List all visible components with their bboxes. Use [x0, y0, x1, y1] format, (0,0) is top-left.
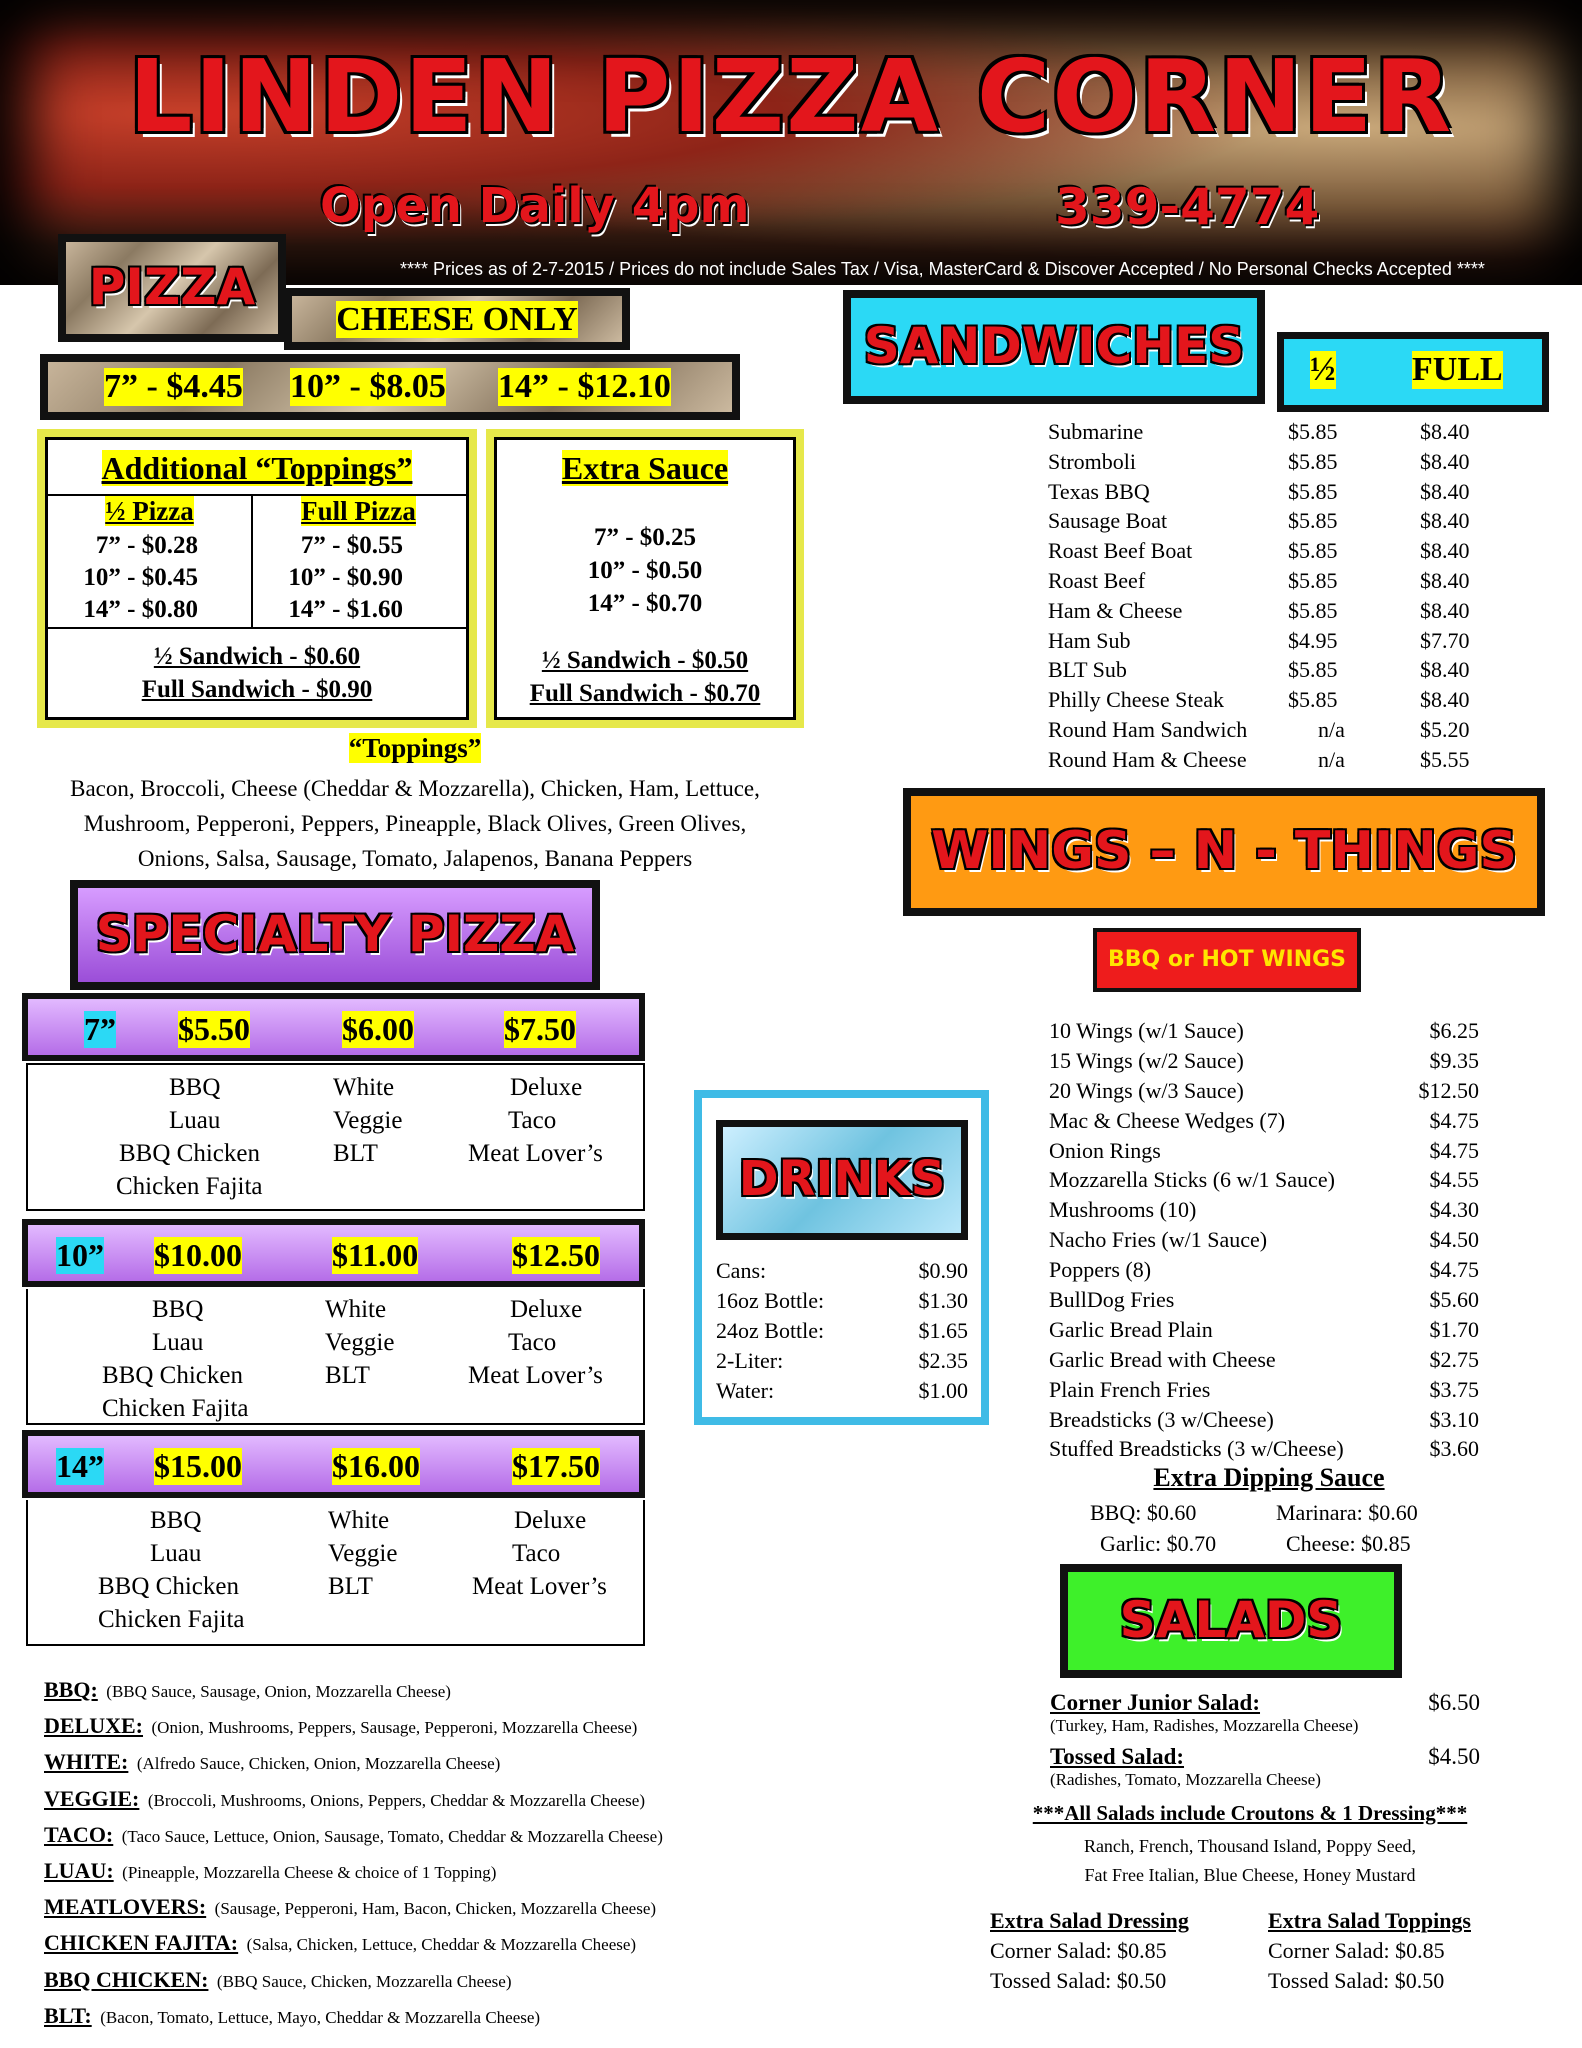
wing-price: $4.75 — [1429, 1257, 1479, 1283]
sandwich-row — [1048, 477, 1470, 507]
restaurant-name: LINDEN PIZZA CORNER — [128, 38, 1454, 155]
extra-dressing-title: Extra Salad Dressing — [990, 1908, 1189, 1933]
phone-number[interactable]: 339-4774 — [1055, 178, 1320, 236]
salad-desc: (Radishes, Tomato, Mozzarella Cheese) — [1050, 1770, 1321, 1789]
wing-price: $6.25 — [1429, 1018, 1479, 1043]
legend-desc: (Broccoli, Mushrooms, Onions, Peppers, Cheddar & Mozzarella Cheese) — [147, 1790, 645, 1810]
specialty-name: Veggie — [325, 1329, 395, 1356]
half-topping-price: 14” - $0.80 — [83, 596, 198, 623]
specialty-price: $11.00 — [332, 1237, 419, 1273]
specialty-name: Taco — [512, 1540, 561, 1567]
wing-name: Poppers (8) — [1049, 1257, 1152, 1283]
legend-name: WHITE: — [44, 1749, 129, 1775]
dipping-item: BBQ: $0.60 — [1090, 1500, 1197, 1525]
legend-name: CHICKEN FAJITA: — [44, 1930, 239, 1956]
sandwich-full-price: $8.40 — [1420, 687, 1470, 713]
wing-name: Breadsticks (3 w/Cheese) — [1049, 1406, 1274, 1432]
drink-name: Water: — [716, 1378, 775, 1403]
sandwich-row — [1048, 596, 1470, 626]
wing-price: $3.10 — [1429, 1406, 1479, 1432]
legend-item — [44, 1999, 663, 2035]
wing-row — [1049, 1285, 1479, 1315]
legend-desc: (Sausage, Pepperoni, Ham, Bacon, Chicken, Mozzarella Cheese) — [214, 1899, 657, 1919]
extra-dressing-item: Tossed Salad: $0.50 — [990, 1968, 1167, 1993]
size-7-price: 7” - $4.45 — [104, 368, 243, 405]
legend-name: BBQ CHICKEN: — [44, 1966, 209, 1992]
sandwich-name: Stromboli — [1048, 448, 1137, 474]
wing-row — [1049, 1375, 1479, 1405]
sandwich-name: Roast Beef Boat — [1048, 538, 1193, 564]
salads-title: SALADS — [1119, 1591, 1343, 1649]
sandwich-half-price: $4.95 — [1288, 627, 1338, 653]
sandwich-name: BLT Sub — [1048, 657, 1127, 683]
specialty-name: White — [333, 1074, 395, 1101]
drink-row — [716, 1286, 968, 1316]
specialty-size: 14” — [56, 1448, 104, 1484]
specialty-name: Taco — [508, 1329, 557, 1356]
wing-row — [1049, 1136, 1479, 1166]
extra-sauce-title: Extra Sauce — [561, 450, 729, 486]
specialty-name: Chicken Fajita — [98, 1606, 245, 1633]
specialty-price: $7.50 — [504, 1011, 576, 1047]
sandwich-row — [1048, 745, 1470, 775]
sandwich-name: Philly Cheese Steak — [1048, 687, 1224, 713]
full-topping-price: 14” - $1.60 — [288, 596, 403, 623]
wing-name: Mushrooms (10) — [1049, 1197, 1197, 1223]
wing-name: 15 Wings (w/2 Sauce) — [1049, 1047, 1244, 1073]
wing-price: $3.60 — [1429, 1436, 1479, 1462]
legend-item — [44, 1926, 663, 1962]
cheese-only-panel — [284, 288, 630, 350]
extra-toppings-item: Tossed Salad: $0.50 — [1268, 1968, 1445, 1993]
specialty-name: Deluxe — [510, 1074, 583, 1101]
wing-name: Stuffed Breadsticks (3 w/Cheese) — [1049, 1436, 1344, 1462]
pizza-title: PIZZA — [88, 258, 256, 316]
drink-name: 16oz Bottle: — [716, 1288, 825, 1313]
wing-name: BullDog Fries — [1049, 1287, 1175, 1313]
sandwich-row — [1048, 685, 1470, 715]
dipping-item: Garlic: $0.70 — [1100, 1531, 1217, 1556]
specialty-name: Veggie — [333, 1107, 403, 1134]
legend-desc: (BBQ Sauce, Chicken, Mozzarella Cheese) — [216, 1971, 512, 1991]
wing-name: Onion Rings — [1049, 1137, 1161, 1163]
specialty-name: Deluxe — [510, 1296, 583, 1323]
salad-name: Tossed Salad: — [1050, 1744, 1185, 1769]
legend-item — [44, 1782, 663, 1818]
sandwich-full-price: $5.20 — [1420, 716, 1470, 742]
extra-toppings-title: Extra Salad Toppings — [1268, 1908, 1471, 1933]
sandwich-full-price: $8.40 — [1420, 478, 1470, 504]
sandwich-half-label: ½ — [1310, 351, 1336, 388]
sandwich-half-price: $5.85 — [1288, 657, 1338, 683]
wing-price: $3.75 — [1429, 1376, 1479, 1402]
half-sandwich-topping: ½ Sandwich - $0.60 — [153, 643, 361, 670]
specialty-name: BLT — [325, 1362, 370, 1389]
sandwich-row — [1048, 417, 1470, 447]
sandwich-name: Sausage Boat — [1048, 508, 1168, 534]
legend-desc: (Pineapple, Mozzarella Cheese & choice of 1 Topping) — [122, 1863, 497, 1883]
legend-name: BLT: — [44, 2002, 92, 2028]
wing-name: 20 Wings (w/3 Sauce) — [1049, 1077, 1244, 1103]
wings-title-panel — [903, 788, 1545, 916]
salad-note: ***All Salads include Croutons & 1 Dressing*** — [1032, 1801, 1468, 1825]
legend-item — [44, 1890, 663, 1926]
sandwiches-title-panel — [843, 290, 1265, 404]
additional-toppings-title: Additional “Toppings” — [101, 450, 413, 486]
toppings-line: Onions, Salsa, Sausage, Tomato, Jalapenos, Banana Peppers — [137, 846, 693, 871]
specialty-title: SPECIALTY PIZZA — [95, 905, 575, 963]
specialty-price: $15.00 — [154, 1448, 242, 1484]
specialty-price: $12.50 — [512, 1237, 600, 1273]
full-topping-price: 7” - $0.55 — [300, 532, 403, 559]
specialty-name: BBQ Chicken — [98, 1573, 239, 1600]
sandwich-name: Texas BBQ — [1048, 478, 1150, 504]
wings-subtitle-panel — [1093, 928, 1361, 992]
drinks-title-panel — [716, 1120, 968, 1240]
sandwich-half-price: $5.85 — [1288, 448, 1338, 474]
toppings-line: Bacon, Broccoli, Cheese (Cheddar & Mozzarella), Chicken, Ham, Lettuce, — [70, 776, 760, 801]
salad-name: Corner Junior Salad: — [1050, 1690, 1261, 1715]
drink-price: $1.00 — [918, 1378, 968, 1403]
sandwich-half-price: $5.85 — [1288, 687, 1338, 713]
toppings-list — [0, 771, 830, 876]
specialty-price: $16.00 — [332, 1448, 420, 1484]
specialty-price: $10.00 — [154, 1237, 242, 1273]
wing-price: $4.75 — [1429, 1137, 1479, 1163]
sandwich-half-price: $5.85 — [1288, 508, 1338, 534]
drink-price: $2.35 — [918, 1348, 968, 1373]
specialty-size: 10” — [56, 1237, 104, 1273]
specialty-name: BBQ — [152, 1296, 204, 1323]
specialty-name: Meat Lover’s — [468, 1362, 603, 1389]
specialty-price: $6.00 — [342, 1011, 414, 1047]
extra-salad-dressing — [990, 1906, 1189, 1996]
sandwich-full-price: $8.40 — [1420, 448, 1470, 474]
extra-sauce-price: 14” - $0.70 — [587, 590, 703, 617]
sandwich-name: Roast Beef — [1048, 567, 1146, 593]
legend-name: BBQ: — [44, 1677, 98, 1702]
specialty-name: White — [325, 1296, 387, 1323]
size-14-price: 14” - $12.10 — [498, 368, 671, 405]
drink-name: 2-Liter: — [716, 1348, 784, 1373]
wing-row — [1049, 1405, 1479, 1435]
specialty-name: Luau — [169, 1107, 221, 1134]
wing-price: $2.75 — [1429, 1346, 1479, 1372]
specialty-name: Chicken Fajita — [102, 1395, 249, 1422]
legend-desc: (Alfredo Sauce, Chicken, Onion, Mozzarella Cheese) — [136, 1754, 501, 1774]
legend-item — [44, 1963, 663, 1999]
salad-list — [1050, 1690, 1480, 1796]
legend-name: DELUXE: — [44, 1713, 144, 1739]
sandwich-full-label: FULL — [1412, 351, 1503, 388]
specialty-size-bar — [22, 1430, 645, 1498]
open-hours: Open Daily 4pm — [320, 178, 750, 234]
salads-title-panel — [1060, 1564, 1402, 1678]
specialty-name: BBQ — [150, 1507, 202, 1534]
extra-toppings-item: Corner Salad: $0.85 — [1268, 1938, 1445, 1963]
extra-sauce-box — [494, 437, 796, 720]
drink-row — [716, 1256, 968, 1286]
sandwich-name: Ham & Cheese — [1048, 597, 1183, 623]
wing-row — [1049, 1106, 1479, 1136]
sandwich-full-price: $7.70 — [1420, 627, 1470, 653]
wing-price: $5.60 — [1429, 1287, 1479, 1313]
extra-dressing-item: Corner Salad: $0.85 — [990, 1938, 1167, 1963]
wing-row — [1049, 1434, 1479, 1464]
drink-row — [716, 1346, 968, 1376]
salad-dressings — [930, 1832, 1570, 1890]
pizza-title-panel — [58, 234, 286, 342]
wing-name: Garlic Bread Plain — [1049, 1316, 1213, 1342]
cheese-only-label: CHEESE ONLY — [336, 301, 578, 338]
drinks-title: DRINKS — [738, 1151, 946, 1207]
sandwich-row — [1048, 715, 1470, 745]
sandwich-row — [1048, 536, 1470, 566]
legend-name: TACO: — [44, 1821, 114, 1847]
half-sandwich-sauce: ½ Sandwich - $0.50 — [541, 647, 749, 674]
specialty-size-bar — [22, 993, 645, 1061]
specialty-name: BBQ Chicken — [102, 1362, 243, 1389]
wing-name: Nacho Fries (w/1 Sauce) — [1049, 1227, 1268, 1253]
specialty-size: 7” — [84, 1011, 116, 1047]
extra-sauce-price: 7” - $0.25 — [593, 524, 697, 551]
specialty-name: Luau — [150, 1540, 202, 1567]
specialty-name: Deluxe — [514, 1507, 587, 1534]
specialty-name: Veggie — [328, 1540, 398, 1567]
extra-salad-toppings — [1268, 1906, 1471, 1996]
specialty-name: Meat Lover’s — [472, 1573, 607, 1600]
sandwich-row — [1048, 655, 1470, 685]
sandwich-half-price: n/a — [1318, 746, 1345, 772]
sandwich-half-price: $5.85 — [1288, 538, 1338, 564]
specialty-name: Chicken Fajita — [116, 1173, 263, 1200]
sandwich-half-price: $5.85 — [1288, 478, 1338, 504]
sandwich-size-header — [1277, 332, 1549, 412]
dressing-line: Ranch, French, Thousand Island, Poppy Seed, — [1083, 1836, 1417, 1856]
legend-desc: (Taco Sauce, Lettuce, Onion, Sausage, Tomato, Cheddar & Mozzarella Cheese) — [121, 1826, 663, 1846]
wing-price: $9.35 — [1429, 1047, 1479, 1073]
sandwich-half-price: $5.85 — [1288, 567, 1338, 593]
salad-price: $4.50 — [1428, 1744, 1480, 1769]
sandwich-full-price: $8.40 — [1420, 508, 1470, 534]
drink-row — [716, 1316, 968, 1346]
wing-row — [1049, 1255, 1479, 1285]
wing-price: $4.30 — [1429, 1197, 1479, 1223]
wing-row — [1049, 1345, 1479, 1375]
sandwich-full-price: $8.40 — [1420, 419, 1470, 444]
drink-price: $0.90 — [918, 1258, 968, 1283]
wing-price: $4.50 — [1429, 1227, 1479, 1253]
sandwich-list — [1048, 417, 1470, 775]
specialty-name: Meat Lover’s — [468, 1140, 603, 1167]
toppings-heading: “Toppings” — [348, 733, 482, 763]
specialty-grid — [26, 1500, 645, 1646]
wing-row — [1049, 1225, 1479, 1255]
drink-row — [716, 1376, 968, 1406]
sandwich-name: Submarine — [1048, 419, 1144, 444]
wings-subtitle: BBQ or HOT WINGS — [1107, 947, 1347, 972]
sandwich-name: Round Ham & Cheese — [1048, 746, 1247, 772]
legend-item — [44, 1709, 663, 1745]
wing-name: Plain French Fries — [1049, 1376, 1211, 1402]
dipping-item: Marinara: $0.60 — [1276, 1500, 1418, 1525]
wing-price: $1.70 — [1429, 1316, 1479, 1342]
full-sandwich-sauce: Full Sandwich - $0.70 — [529, 680, 761, 707]
wing-name: Mozzarella Sticks (6 w/1 Sauce) — [1049, 1167, 1335, 1193]
legend-desc: (BBQ Sauce, Sausage, Onion, Mozzarella Cheese) — [106, 1682, 451, 1701]
specialty-name: BLT — [333, 1140, 378, 1167]
additional-toppings-box — [45, 437, 469, 720]
drink-name: Cans: — [716, 1258, 767, 1283]
legend-item — [44, 1673, 663, 1709]
sandwich-half-price: n/a — [1318, 716, 1345, 742]
sandwich-row — [1048, 566, 1470, 596]
sandwich-full-price: $8.40 — [1420, 657, 1470, 683]
sandwich-name: Round Ham Sandwich — [1048, 716, 1248, 742]
specialty-name: BBQ — [169, 1074, 221, 1101]
sandwich-half-price: $5.85 — [1288, 419, 1338, 444]
dipping-title: Extra Dipping Sauce — [1153, 1463, 1385, 1492]
wing-price: $12.50 — [1418, 1077, 1479, 1103]
wing-name: Mac & Cheese Wedges (7) — [1049, 1107, 1286, 1133]
specialty-size-bar — [22, 1219, 645, 1287]
specialty-legend — [44, 1673, 663, 2035]
half-pizza-label: ½ Pizza — [105, 496, 194, 526]
dipping-item: Cheese: $0.85 — [1286, 1531, 1411, 1556]
specialty-name: BLT — [328, 1573, 373, 1600]
salad-desc: (Turkey, Ham, Radishes, Mozzarella Cheese) — [1050, 1716, 1359, 1735]
wing-row — [1049, 1315, 1479, 1345]
cheese-sizes-panel — [40, 354, 740, 420]
legend-item — [44, 1818, 663, 1854]
wing-row — [1049, 1165, 1479, 1195]
drink-price: $1.65 — [918, 1318, 968, 1343]
specialty-name: BBQ Chicken — [119, 1140, 260, 1167]
drink-name: 24oz Bottle: — [716, 1318, 825, 1343]
size-10-price: 10” - $8.05 — [290, 368, 446, 405]
legend-item — [44, 1745, 663, 1781]
wings-list — [1049, 1016, 1479, 1464]
wing-row — [1049, 1046, 1479, 1076]
legend-name: VEGGIE: — [44, 1785, 140, 1811]
specialty-grid — [26, 1063, 645, 1211]
sandwich-half-price: $5.85 — [1288, 597, 1338, 623]
price-notice: **** Prices as of 2-7-2015 / Prices do not include Sales Tax / Visa, MasterCard & Discover Accepted / No Personal Checks Accepted **** — [400, 259, 1485, 279]
wing-name: 10 Wings (w/1 Sauce) — [1049, 1018, 1244, 1043]
drinks-box — [694, 1090, 989, 1425]
full-sandwich-topping: Full Sandwich - $0.90 — [141, 676, 373, 703]
wing-row — [1049, 1076, 1479, 1106]
wing-row — [1049, 1016, 1479, 1046]
sandwich-row — [1048, 626, 1470, 656]
wings-title: WINGS – N - THINGS — [931, 821, 1517, 881]
specialty-price: $17.50 — [512, 1448, 600, 1484]
specialty-name: Taco — [508, 1107, 557, 1134]
dipping-sauces — [1090, 1497, 1418, 1559]
sandwich-full-price: $5.55 — [1420, 746, 1470, 772]
sandwiches-title: SANDWICHES — [863, 317, 1245, 375]
wing-name: Garlic Bread with Cheese — [1049, 1346, 1276, 1372]
sandwich-full-price: $8.40 — [1420, 597, 1470, 623]
legend-desc: (Onion, Mushrooms, Peppers, Sausage, Pepperoni, Mozzarella Cheese) — [151, 1718, 638, 1738]
drink-price: $1.30 — [918, 1288, 968, 1313]
sandwich-row — [1048, 506, 1470, 536]
specialty-name: White — [328, 1507, 390, 1534]
full-topping-price: 10” - $0.90 — [288, 564, 403, 591]
legend-item — [44, 1854, 663, 1890]
full-pizza-label: Full Pizza — [301, 496, 416, 526]
specialty-grid — [26, 1289, 645, 1425]
wing-price: $4.55 — [1429, 1167, 1479, 1193]
sandwich-full-price: $8.40 — [1420, 538, 1470, 564]
specialty-price: $5.50 — [178, 1011, 250, 1047]
specialty-title-panel — [70, 880, 600, 990]
sandwich-full-price: $8.40 — [1420, 567, 1470, 593]
sandwich-row — [1048, 447, 1470, 477]
half-topping-price: 10” - $0.45 — [83, 564, 198, 591]
extra-sauce-price: 10” - $0.50 — [587, 557, 703, 584]
salad-price: $6.50 — [1428, 1690, 1480, 1715]
legend-desc: (Salsa, Chicken, Lettuce, Cheddar & Mozzarella Cheese) — [246, 1935, 637, 1955]
wing-row — [1049, 1195, 1479, 1225]
legend-desc: (Bacon, Tomato, Lettuce, Mayo, Cheddar & Mozzarella Cheese) — [100, 2007, 541, 2027]
legend-name: MEATLOVERS: — [44, 1894, 207, 1920]
half-topping-price: 7” - $0.28 — [95, 532, 198, 559]
sandwich-name: Ham Sub — [1048, 627, 1131, 653]
dressing-line: Fat Free Italian, Blue Cheese, Honey Mustard — [1084, 1865, 1416, 1885]
specialty-name: Luau — [152, 1329, 204, 1356]
wing-price: $4.75 — [1429, 1107, 1479, 1133]
toppings-line: Mushroom, Pepperoni, Peppers, Pineapple, Black Olives, Green Olives, — [83, 811, 747, 836]
legend-name: LUAU: — [44, 1858, 114, 1884]
